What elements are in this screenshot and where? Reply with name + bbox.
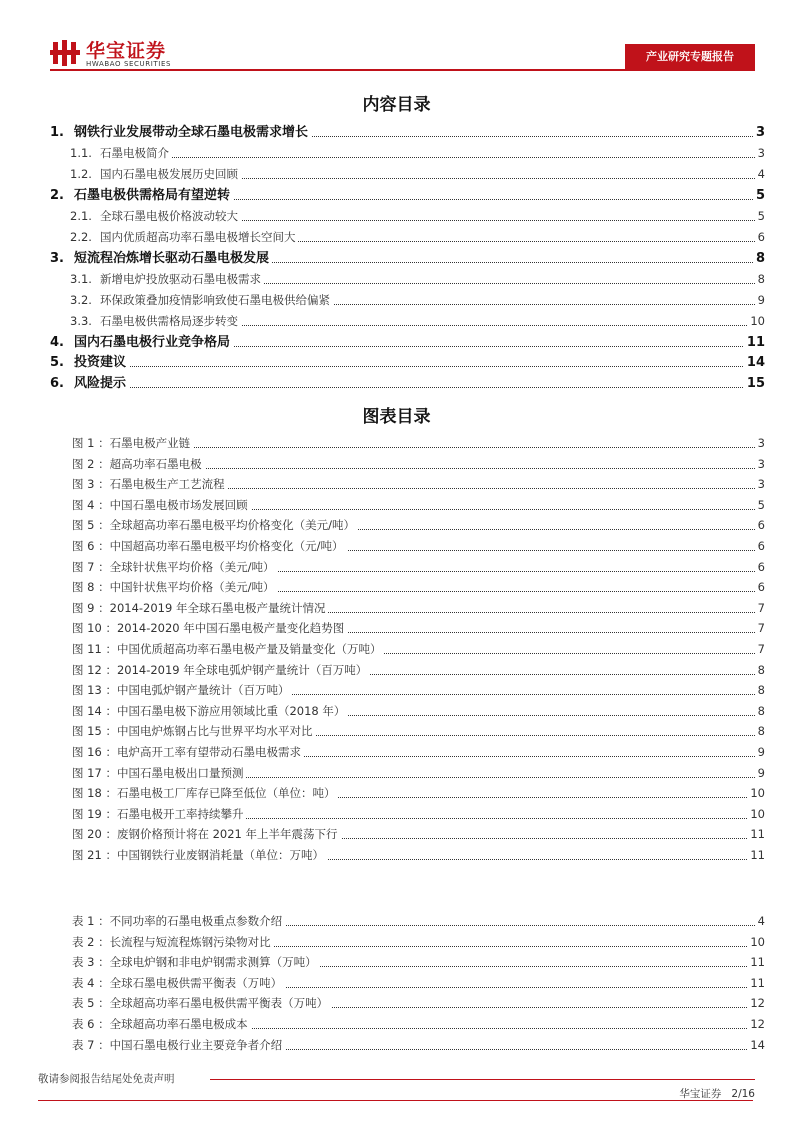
figure-entry[interactable] (0, 618, 793, 639)
entry-text (70, 227, 298, 248)
entry-label: 短流程冶炼增长驱动石墨电极发展 (73, 251, 269, 266)
figure-entry[interactable] (0, 804, 793, 825)
entry-text (70, 269, 264, 290)
toc-section-entry[interactable] (0, 290, 793, 311)
entry-text (50, 352, 129, 373)
figure-entry[interactable] (0, 454, 793, 475)
figure-entry[interactable] (0, 680, 793, 701)
entry-number: 3.1. (70, 272, 92, 286)
toc-section-entry[interactable] (0, 269, 793, 290)
page-header (0, 0, 793, 80)
table-entry[interactable] (0, 1014, 793, 1035)
entry-number: 3. (50, 251, 64, 266)
toc-section-entry[interactable] (0, 311, 793, 332)
entry-text (70, 290, 333, 311)
footer-page-info (679, 1086, 755, 1101)
toc-section-entry[interactable] (0, 164, 793, 185)
entry-label: 图 16 ：电炉高开工率有望带动石墨电极需求 (72, 742, 304, 763)
entry-label: 图 5 ：全球超高功率石墨电极平均价格变化（美元/吨） (72, 515, 358, 536)
table-entry[interactable] (0, 932, 793, 953)
entry-page-number: 11 (747, 973, 765, 994)
entry-text (50, 122, 311, 143)
entry-number: 2.2. (70, 230, 92, 244)
entry-label: 全球石墨电极价格波动较大 (99, 209, 238, 223)
figure-entry[interactable] (0, 433, 793, 454)
entry-page-number: 6 (755, 577, 765, 598)
toc-title: 内容目录 (362, 95, 431, 115)
table-entry[interactable] (0, 1035, 793, 1056)
entry-page-number: 10 (747, 783, 765, 804)
entry-label: 图 1 ：石墨电极产业链 (72, 433, 193, 454)
entry-page-number: 3 (753, 122, 765, 143)
table-entry[interactable] (0, 952, 793, 973)
logo-chinese-name: 华宝证券 (86, 40, 167, 62)
entry-label: 石墨电极简介 (99, 146, 169, 160)
logo-english-name: HWABAO SECURITIES (86, 60, 172, 68)
entry-label: 图 15 ：中国电炉炼钢占比与世界平均水平对比 (72, 721, 315, 742)
entry-page-number: 9 (755, 742, 765, 763)
toc-chapter-entry[interactable] (0, 373, 793, 394)
entry-label: 新增电炉投放驱动石墨电极需求 (99, 272, 261, 286)
dot-leader (50, 366, 763, 367)
entry-label: 国内优质超高功率石墨电极增长空间大 (99, 230, 296, 244)
entry-number: 1.2. (70, 167, 92, 181)
entry-label: 国内石墨电极行业竞争格局 (73, 335, 230, 350)
entry-page-number: 10 (747, 932, 765, 953)
footer-divider-bottom (38, 1100, 753, 1101)
entry-page-number: 7 (755, 598, 765, 619)
entry-label: 表 2 ：长流程与短流程炼钢污染物对比 (72, 932, 274, 953)
entry-page-number: 9 (755, 763, 765, 784)
entry-label: 图 18 ：石墨电极工厂库存已降至低位（单位：吨） (72, 783, 338, 804)
table-entry[interactable] (0, 911, 793, 932)
entry-label: 表 5 ：全球超高功率石墨电极供需平衡表（万吨） (72, 993, 331, 1014)
hwabao-logo-icon (50, 38, 80, 68)
entry-page-number: 3 (755, 474, 765, 495)
entry-page-number: 12 (747, 993, 765, 1014)
figures-title: 图表目录 (362, 407, 431, 427)
entry-text (50, 332, 233, 353)
entry-page-number: 6 (755, 227, 765, 248)
entry-label: 图 7 ：全球针状焦平均价格（美元/吨） (72, 557, 278, 578)
figure-entry[interactable] (0, 763, 793, 784)
entry-text (70, 143, 172, 164)
toc-section-entry[interactable] (0, 206, 793, 227)
entry-label: 表 7 ：中国石墨电极行业主要竞争者介绍 (72, 1035, 285, 1056)
toc-chapter-entry[interactable] (0, 122, 793, 143)
entry-label: 图 11 ：中国优质超高功率石墨电极产量及销量变化（万吨） (72, 639, 384, 660)
entry-number: 1.1. (70, 146, 92, 160)
figure-entry[interactable] (0, 577, 793, 598)
entry-page-number: 10 (747, 804, 765, 825)
entry-label: 图 10 ：2014-2020 年中国石墨电极产量变化趋势图 (72, 618, 347, 639)
toc-section-entry[interactable] (0, 143, 793, 164)
entry-page-number: 6 (755, 557, 765, 578)
entry-page-number: 11 (744, 332, 765, 353)
report-type-tag: 产业研究专题报告 (625, 44, 755, 69)
entry-page-number: 7 (755, 618, 765, 639)
entry-text (50, 373, 129, 394)
entry-page-number: 3 (755, 433, 765, 454)
entry-page-number: 8 (755, 701, 765, 722)
entry-label: 投资建议 (73, 355, 126, 370)
entry-text (50, 185, 233, 206)
entry-label: 图 13 ：中国电弧炉钢产量统计（百万吨） (72, 680, 292, 701)
toc-chapter-entry[interactable] (0, 352, 793, 373)
entry-page-number: 4 (755, 911, 765, 932)
entry-page-number: 11 (747, 824, 765, 845)
entry-label: 图 20 ：废钢价格预计将在 2021 年上半年震荡下行 (72, 824, 341, 845)
figure-entry[interactable] (0, 701, 793, 722)
entry-label: 石墨电极供需格局逐步转变 (99, 314, 238, 328)
toc-section-entry[interactable] (0, 227, 793, 248)
entry-page-number: 4 (755, 164, 765, 185)
entry-label: 图 9 ：2014-2019 年全球石墨电极产量统计情况 (72, 598, 328, 619)
toc-chapter-entry[interactable] (0, 248, 793, 269)
entry-page-number: 15 (744, 373, 765, 394)
entry-page-number: 7 (755, 639, 765, 660)
entry-page-number: 11 (747, 845, 765, 866)
entry-label: 风险提示 (73, 376, 126, 391)
footer-page-number: 2/16 (731, 1088, 755, 1100)
entry-label: 图 2 ：超高功率石墨电极 (72, 454, 205, 475)
figure-entry[interactable] (0, 845, 793, 866)
toc-chapter-entry[interactable] (0, 332, 793, 353)
entry-page-number: 8 (755, 660, 765, 681)
figure-entry[interactable] (0, 639, 793, 660)
entry-number: 4. (50, 335, 64, 350)
entry-page-number: 6 (755, 515, 765, 536)
entry-label: 图 19 ：石墨电极开工率持续攀升 (72, 804, 246, 825)
entry-number: 1. (50, 125, 64, 140)
dot-leader (70, 157, 763, 158)
entry-label: 钢铁行业发展带动全球石墨电极需求增长 (73, 125, 308, 140)
entry-number: 2.1. (70, 209, 92, 223)
figure-entry[interactable] (0, 721, 793, 742)
entry-text (70, 311, 241, 332)
entry-page-number: 12 (747, 1014, 765, 1035)
dot-leader (50, 387, 763, 388)
entry-label: 图 6 ：中国超高功率石墨电极平均价格变化（元/吨） (72, 536, 347, 557)
entry-page-number: 3 (755, 143, 765, 164)
entry-page-number: 11 (747, 952, 765, 973)
entry-number: 6. (50, 376, 64, 391)
entry-page-number: 8 (755, 269, 765, 290)
entry-label: 表 4 ：全球石墨电极供需平衡表（万吨） (72, 973, 285, 994)
entry-number: 3.2. (70, 293, 92, 307)
entry-page-number: 3 (755, 454, 765, 475)
entry-label: 图 12 ：2014-2019 年全球电弧炉钢产量统计（百万吨） (72, 660, 370, 681)
entry-text (70, 164, 241, 185)
table-entry[interactable] (0, 973, 793, 994)
figure-entry[interactable] (0, 824, 793, 845)
entry-label: 图 4 ：中国石墨电极市场发展回顾 (72, 495, 251, 516)
figure-entry[interactable] (0, 557, 793, 578)
entry-page-number: 8 (755, 721, 765, 742)
entry-label: 国内石墨电极发展历史回顾 (99, 167, 238, 181)
entry-label: 表 6 ：全球超高功率石墨电极成本 (72, 1014, 251, 1035)
entry-page-number: 5 (755, 206, 765, 227)
figure-entry[interactable] (0, 660, 793, 681)
entry-page-number: 10 (747, 311, 765, 332)
entry-page-number: 14 (744, 352, 765, 373)
entry-page-number: 5 (753, 185, 765, 206)
entry-number: 2. (50, 188, 64, 203)
entry-label: 石墨电极供需格局有望逆转 (73, 188, 230, 203)
figure-entry[interactable] (0, 515, 793, 536)
entry-label: 图 17 ：中国石墨电极出口量预测 (72, 763, 246, 784)
figure-entry[interactable] (0, 536, 793, 557)
entry-label: 图 14 ：中国石墨电极下游应用领域比重（2018 年） (72, 701, 348, 722)
entry-page-number: 8 (753, 248, 765, 269)
entry-text (70, 206, 241, 227)
entry-page-number: 9 (755, 290, 765, 311)
entry-label: 图 8 ：中国针状焦平均价格（美元/吨） (72, 577, 278, 598)
entry-number: 3.3. (70, 314, 92, 328)
entry-page-number: 6 (755, 536, 765, 557)
entry-label: 表 3 ：全球电炉钢和非电炉钢需求测算（万吨） (72, 952, 320, 973)
toc-chapter-entry[interactable] (0, 185, 793, 206)
entry-page-number: 14 (747, 1035, 765, 1056)
entry-page-number: 8 (755, 680, 765, 701)
entry-label: 图 21 ：中国钢铁行业废钢消耗量（单位：万吨） (72, 845, 327, 866)
figure-entry[interactable] (0, 598, 793, 619)
entry-label: 表 1 ：不同功率的石墨电极重点参数介绍 (72, 911, 285, 932)
entry-label: 环保政策叠加疫情影响致使石墨电极供给偏紧 (99, 293, 330, 307)
header-divider (50, 69, 755, 71)
footer-disclaimer: 敬请参阅报告结尾处免责声明 (38, 1073, 175, 1085)
footer-divider-top (210, 1079, 755, 1080)
footer-company: 华宝证券 (679, 1088, 722, 1100)
entry-label: 图 3 ：石墨电极生产工艺流程 (72, 474, 228, 495)
entry-page-number: 5 (755, 495, 765, 516)
figure-entry[interactable] (0, 495, 793, 516)
figure-entry[interactable] (0, 783, 793, 804)
figure-entry[interactable] (0, 474, 793, 495)
figure-entry[interactable] (0, 742, 793, 763)
entry-number: 5. (50, 355, 64, 370)
entry-text (50, 248, 272, 269)
table-entry[interactable] (0, 993, 793, 1014)
